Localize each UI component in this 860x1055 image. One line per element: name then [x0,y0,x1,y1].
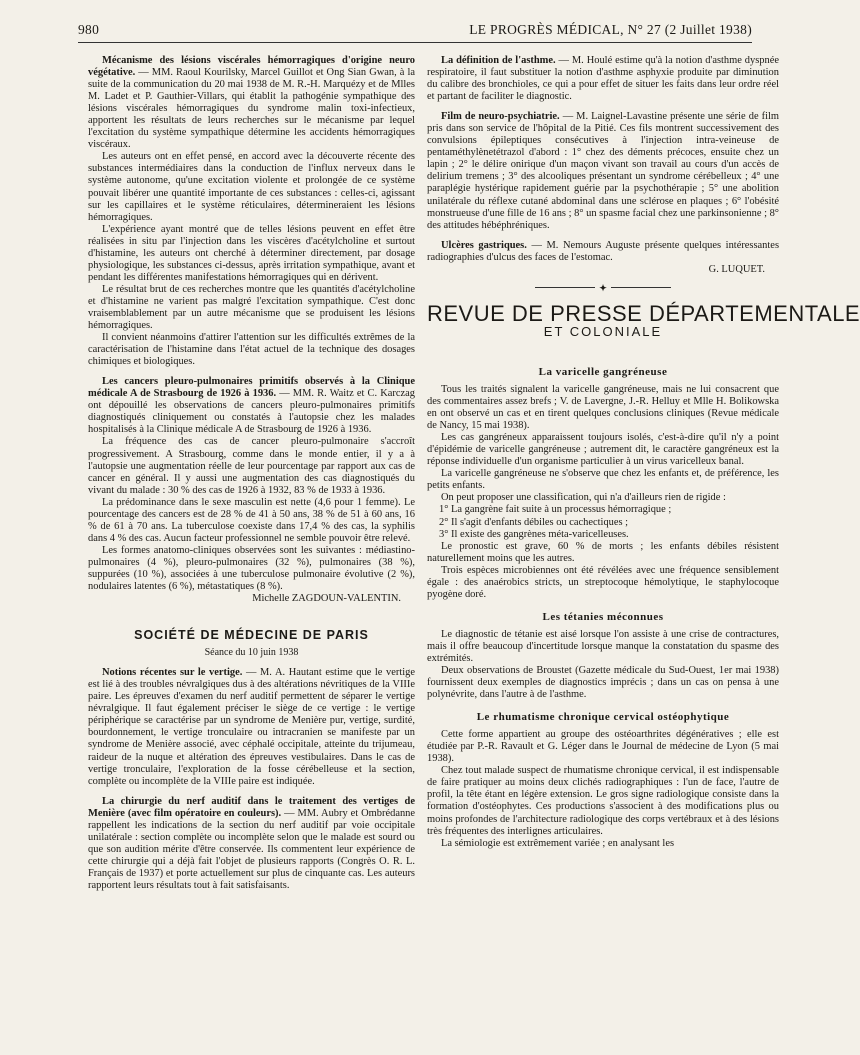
article-paragraph: Ulcères gastriques. — M. Nemours Auguste présente quelques intéressantes radiographies d'ulcus des faces de l'estomac. [427,239,779,263]
article-paragraph: Le pronostic est grave, 60 % de morts ; les enfants débiles résistent naturellement moins que les autres. [427,540,779,564]
article-paragraph: L'expérience ayant montré que de telles lésions peuvent en effet être réalisées in situ par l'injection dans les viscères d'acétylcholine et surtout d'histamine, les auteurs ont cherché à déterminer directement, par dosage physiologique, les substances ci-dessus, après irritation sympathique, avant et pendant les différentes manifestations hémorragiques qui en dérivent. [88,223,415,283]
article-paragraph: Chez tout malade suspect de rhumatisme chronique cervical, il est indispensable de faire pratiquer au moins deux clichés radiographiques : l'un de face, l'autre de profil, la tête étant en légère extension. Le gros signe radiologique consiste dans la formation d'ostéophytes. Ces productions s'associent à des modifications plus ou moins profondes de l'architecture radiologique des corps vertébraux et à des lésions très fréquentes des interlignes articulaires. [427,765,779,837]
article-paragraph: La sémiologie est extrêmement variée ; en analysant les [441,837,675,849]
article-paragraph: Trois espèces microbiennes ont été révélées avec une fréquence sensiblement égale : des anaérobics stricts, un streptocoque hémolytique, le staphylocoque pyogène doré. [427,564,779,600]
article-paragraph: Les formes anatomo-cliniques observées sont les suivantes : médiastino-pulmonaires (4 %), pleuro-pulmonaires (32 %), pulmonaires (38 %), suppurées (10 %), associées à une tuberculose pulmonaire évolutive (2 %), nodulaires latentes (6 %), métastatiques (8 %). [88,544,415,593]
article-paragraph: Deux observations de Broustet (Gazette médicale du Sud-Ouest, 1er mai 1938) fournissent deux exemples de diagnostics imprécis ; dans un cas on pensa à une polynévrite, dans l'autre à de l'asthme. [427,665,779,701]
article-paragraph: La chirurgie du nerf auditif dans le traitement des vertiges de Menière (avec film opératoire en couleurs). — MM. Aubry et Ombrédanne rappellent les indications de la section du nerf auditif par voie occipitale unilatérale : section complète ou incomplète selon que le malade est sourd ou que son audition mérite d'être conservée. Ils commentent leur expérience de cette chirurgie qui a déjà fait l'objet de plusieurs rapports (Congrès O. R. L. Français de 1937) et porte actuellement sur plus de cinquante cas. Les auteurs rapportent leurs résultats tout à fait satisfaisants. [88,795,416,891]
right-column [427,55,860,1035]
author-signature: G. LUQUET. [708,263,765,275]
left-column [88,55,415,1035]
article-paragraph: Film de neuro-psychiatrie. — M. Laignel-Lavastine présente une série de film pris dans son service de l'hôpital de la Pitié. Ces fils montrent successivement des convulsions épileptiques consécutives à l'injection intra-veineuse de pentaméthylènetétrazol d'abord : 1° chez des déments précoces, ensuite chez un lapin ; 2° le délire onirique d'un maçon vivant son travail au cours d'un accès de delirium tremens ; 3° des alcooliques présentant un syndrome cérébelleux ; 4° une paraplégie hystérique rapidement guérie par la psychothérapie ; 5° une abolition unilatérale du réflexe cutané abdominal dans une sclérose en plaques ; 6° l'obésité monstrueuse d'une fille de 16 ans ; 8° un spasme facial chez une parkinsonienne ; 8° des attitudes hébéphréniques. [427,111,780,231]
section-subtitle: ET COLONIALE [543,323,663,339]
article-paragraph: Les auteurs ont en effet pensé, en accord avec la découverte récente des substances intermédiaires dans la conduction de l'influx nerveux dans le système autonome, qu'une excitation violente et prolongée de ce système pouvait libérer une quantité importante de ces substances : celles-ci, agissant sur les capillaires et le système réticulaires, détermineraient les lésions hémorragiques. [88,151,415,223]
article-paragraph: On peut proposer une classification, qui n'a d'ailleurs rien de rigide : [441,492,726,504]
article-paragraph: Il convient néanmoins d'attirer l'attention sur les difficultés extrêmes de la caractérisation de l'histamine dans l'état actuel de la technique des dosages chimiques et biologiques. [88,332,415,368]
subsection-heading: La varicelle gangréneuse [538,365,668,378]
author-signature: Michelle ZAGDOUN-VALENTIN. [252,593,401,605]
list-item: 3° Il existe des gangrènes méta-varicelleuses. [439,528,629,540]
article-paragraph: La fréquence des cas de cancer pleuro-pulmonaire s'accroît progressivement. A Strasbourg, comme dans le monde entier, il y a à l'autopsie une augmentation réelle de leur pourcentage par rapport aux cas de cancer en général. Il y aussi une augmentation des cas diagnostiqués du vivant du malade : 30 % des cas de 1926 à 1932, 83 % de 1933 à 1936. [88,436,415,496]
ornament-divider: ✦ [427,282,779,294]
article-paragraph: La définition de l'asthme. — M. Houlé estime qu'à la notion d'asthme dyspnée respiratoire, il faut substituer la notion d'asthme asphyxie produite par diminution du calibre des bronchioles, ce qui a pour effet de situer les faits dans leur ordre réel et partant de faciliter le diagnostic. [427,55,780,103]
page-header [78,22,752,38]
header-rule [78,42,752,43]
classification-list [427,504,779,540]
subsection-heading: Le rhumatisme chronique cervical ostéophytique [476,711,730,724]
article-paragraph: Cette forme appartient au groupe des ostéoarthrites dégénératives ; elle est étudiée par P.-R. Ravault et G. Léger dans le Journal de médecine de Lyon (5 mai 1938). [427,729,779,765]
page-number: 980 [78,22,100,37]
article-paragraph: Mécanisme des lésions viscérales hémorragiques d'origine neuro végétative. — MM. Raoul Kourilsky, Marcel Guillot et Ong Sian Gwan, à la suite de la communication du 20 mai 1938 de M. R.-H. Marquézy et de Mlles M. Ladet et P. Gauthier-Villars, qui établit la pathogénie sympathique des lésions viscérales hémorragiques du syndrome malin toxi-infectieux, apportent les résultats de leurs recherches sur le mécanisme par lequel l'excitation du système sympathique détermine les accidents hémorragiques viscéraux. [88,55,415,151]
journal-title: LE PROGRÈS MÉDICAL, N° 27 (2 Juillet 1938) [469,22,752,37]
subsection-heading: Les tétanies méconnues [542,610,664,623]
list-item: 1° La gangrène fait suite à un processus hémorragique ; [439,504,672,516]
article-paragraph: Tous les traités signalent la varicelle gangréneuse, mais ne lui consacrent que des commentaires assez brefs ; V. de Lavergne, J.-R. Helluy et Mlle H. Bolikowska en ont observé un cas et en tirent quelques conclusions cliniques (Revue médicale de Nancy, 15 mai 1938). [427,383,779,432]
article-paragraph: Le résultat brut de ces recherches montre que les quantités d'acétylcholine et d'histamine ne varient pas malgré l'excitation sympathique. C'est donc vraisemblablement par un autre mécanisme que se produisent les lésions hémorragiques. [88,283,415,332]
session-date: Séance du 10 juin 1938 [204,647,299,659]
section-heading: SOCIÉTÉ DE MÉDECINE DE PARIS [134,628,369,643]
article-paragraph: La varicelle gangréneuse ne s'observe que chez les enfants et, de préférence, les petits enfants. [427,468,779,492]
section-title: REVUE DE PRESSE DÉPARTEMENTALE [427,300,860,326]
article-paragraph: Notions récentes sur le vertige. — M. A. Hautant estime que le vertige est lié à des troubles névralgiques dus à des altérations névritiques de la VIIIe paire. Les épreuves d'examen du nerf auditif permettent de séparer le vertige névralgique. Il faut également préciser le siège de ce vertige : le vertige périphérique se caractérise par un syndrome de Menière pur, vertige, surdité, bourdonnement, le vertige tronculaire ou intracranien se manifeste par un syndrome de Menière associé, avec céphalé occipitale, atteinte du trijumeau, raideur de la nuque et altération des épreuves vestibulaires. Dans le cas de vertige tronculaire, l'exploration de la fosse cérébelleuse et la section, complète ou incomplète de la VIIIe paire est indiquée. [88,667,416,787]
article-paragraph: Le diagnostic de tétanie est aisé lorsque l'on assiste à une crise de contractures, mais il offre beaucoup d'incertitude lorsque manque la constatation du spasme des extrémités. [427,628,779,664]
list-item: 2° Il s'agit d'enfants débiles ou cachectiques ; [439,516,629,528]
article-paragraph: Les cancers pleuro-pulmonaires primitifs observés à la Clinique médicale A de Strasbourg de 1926 à 1936. — MM. R. Waitz et C. Karczag ont dépouillé les observations de cancers pleuro-pulmonaires primitifs diagnostiqués cliniquement ou constatés à l'autopsie chez les malades hospitalisés à la Clinique médicale A de Strasbourg de 1926 à 1936. [88,376,415,436]
article-paragraph: Les cas gangréneux apparaissent toujours isolés, c'est-à-dire qu'il n'y a point d'épidémie de varicelle gangréneuse ; autrement dit, le caractère gangréneux est la réponse individuelle d'un organisme particulier à un virus varicelleux banal. [427,432,779,468]
article-paragraph: La prédominance dans le sexe masculin est nette (4,6 pour 1 femme). Le pourcentage des cancers est de 28 % de 41 à 50 ans, 38 % de 51 à 60 ans, 16 % de 61 à 70 ans. La tuberculose coexiste dans 17,4 % des cas, la syphilis dans 4 % des cas. Aucun facteur professionnel ne semble pouvoir être relevé. [88,496,415,544]
